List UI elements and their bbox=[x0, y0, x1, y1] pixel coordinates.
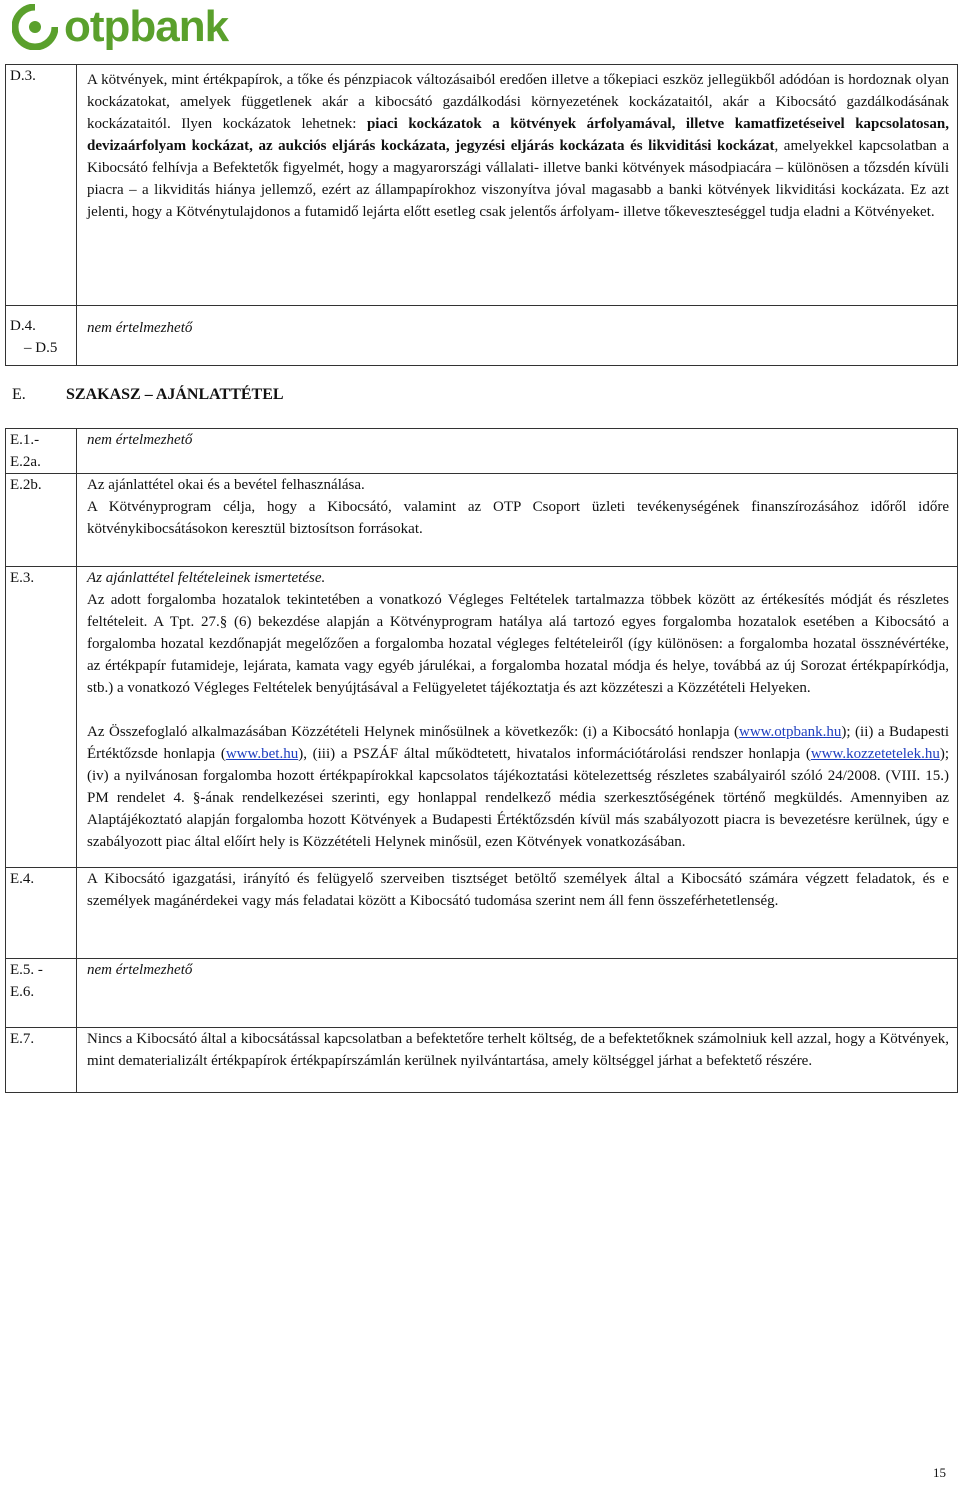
d3-paragraph: A kötvények, mint értékpapírok, a tőke és pénzpiacok változásaiból eredően illetve a tőkepiaci eszköz jellegükből adódóan is hordoznak olyan kockázatokat, amelyek függetlenek akár a kibocsátó gazdálkodási környezetének kockázataitól, akár a Kibocsátó gazdálkodásának kockázataitól. Ilyen kockázatok lehetnek: piaci kockázatok a kötvények árfolyamával, illetve kamatfizetéseivel kapcsolatosan, devizaárfolyam kockázat, az aukciós eljárás kockázata, jegyzési eljárás kockázata és likviditási kockázat, amelyekkel kapcsolatban a Kibocsátó felhívja a Befektetők figyelmét, hogy a magyarországi vállalati- illetve banki kötvények másodpiacára – különösen a tőzsdén kívüli piacra – a likviditás hiánya jellemző, ezért az állampapírokhoz viszonyítva jóval magasabb a banki kötvények likviditási kockázata. Ez azt jelenti, hogy a Kötvénytulajdonos a futamidő lejárta előtt esetleg csak jelentős árfolyam- illetve tőkeveszteséggel tudja eladni a Kötvényeket. bbox=[87, 72, 949, 220]
row-e4 bbox=[6, 868, 958, 959]
otpbank-logo-icon bbox=[12, 4, 58, 50]
row-code: E.3. bbox=[6, 567, 77, 868]
section-e-table bbox=[5, 428, 958, 1093]
row-e1-e2a bbox=[6, 429, 958, 474]
row-text: nem értelmezhető bbox=[77, 959, 958, 1028]
row-code: E.1.- E.2a. bbox=[6, 429, 77, 474]
row-e2b bbox=[6, 474, 958, 567]
logo-wordmark: otpbank bbox=[64, 2, 229, 51]
row-code: E.5. - E.6. bbox=[6, 959, 77, 1028]
row-text: A Kibocsátó igazgatási, irányító és felügyelő szerveiben tisztséget betöltő személyek által a Kibocsátó számára végzett feladatok, és e személyek magánérdekei vagy más feladatai között a Kibocsátó tudomása szerint nem áll fenn összeférhetetlenség. bbox=[77, 868, 958, 959]
row-text: Az ajánlattétel okai és a bevétel felhasználása. A Kötvényprogram célja, hogy a Kibocsátó, valamint az OTP Csoport üzleti tevékenységének finanszírozásához időről időre kötvénykibocsátásokon keresztül biztosítson forrásokat. bbox=[77, 474, 958, 567]
row-code: D.4. – D.5 bbox=[6, 306, 77, 366]
row-code: E.7. bbox=[6, 1028, 77, 1093]
row-d4-d5 bbox=[6, 306, 958, 366]
link-bet[interactable]: www.bet.hu bbox=[225, 746, 299, 762]
d3-bold-risks: piaci kockázatok a kötvények árfolyamával, illetve kamatfizetéseivel kapcsolatosan, devizaárfolyam kockázat, az aukciós eljárás kockázata, jegyzési eljárás kockázata és likviditási kockázat bbox=[87, 116, 949, 154]
row-text: nem értelmezhető bbox=[77, 306, 958, 366]
row-e7 bbox=[6, 1028, 958, 1093]
row-text: Nincs a Kibocsátó által a kibocsátással kapcsolatban a befektetőre terhelt költség, de a befektetőknek számolniuk kell azzal, hogy a Kötvények, mint dematerializált értékpapírok értékpapírszámlán kerülnek nyilvántartása, amely költséggel járhat a befektető részére. bbox=[77, 1028, 958, 1093]
row-e5-e6 bbox=[6, 959, 958, 1028]
section-e-heading: E. SZAKASZ – AJÁNLATTÉTEL bbox=[12, 386, 284, 403]
row-e3 bbox=[6, 567, 958, 868]
row-text bbox=[77, 65, 958, 306]
e3-publication-places: Az Összefoglaló alkalmazásában Közzétételi Helynek minősülnek a következők: (i) a Kibocsátó honlapja (www.otpbank.hu); (ii) a Budapesti Értéktőzsde honlapja (www.bet.hu), (iii) a PSZÁF által működtetett, hivatalos információtárolási rendszer honlapja (www.kozzetetelek.hu); (iv) a nyilvánosan forgalomba hozott értékpapírokkal kapcsolatos tájékoztatási kötelezettség részletes szabályairól szóló 24/2008. (VIII. 15.) PM rendelet 4. §-ának rendelkezései szerinti, egy honlappal rendelkező média szerkesztőségének történő megküldés. Amennyiben az Alaptájékoztató alapján forgalomba hozott Kötvények a Budapesti Értéktőzsdén kívül más szabályozott piacra is bevezetésre kerülnek, úgy e szabályozott piac által előírt hely is Közzétételi Helynek minősül, ezen Kötvények vonatkozásában. bbox=[87, 724, 949, 850]
row-code: D.3. bbox=[6, 65, 77, 306]
row-code: E.2b. bbox=[6, 474, 77, 567]
row-d3 bbox=[6, 65, 958, 306]
page-number: 15 bbox=[933, 1465, 946, 1480]
row-text: nem értelmezhető bbox=[77, 429, 958, 474]
row-code: E.4. bbox=[6, 868, 77, 959]
link-otpbank[interactable]: www.otpbank.hu bbox=[739, 724, 842, 740]
section-d-table bbox=[5, 64, 958, 366]
link-kozzetetelek[interactable]: www.kozzetetelek.hu bbox=[810, 746, 940, 762]
otpbank-logo bbox=[12, 2, 228, 52]
row-text: Az ajánlattétel feltételeinek ismertetése. Az adott forgalomba hozatalok tekintetében a vonatkozó Végleges Feltételek tartalmazza többek között az értékesítés módját és részletes feltételeit. A Tpt. 27.§ (6) bekezdése alapján a Kötvényprogram hatálya alá tartozó egyes forgalomba hozatalok esetében a Kibocsátó a forgalomba hozatal kezdőnapját megelőzően a forgalomba hozatal végleges feltételeiről (így különösen: a forgalomba hozatal össznévértéke, az értékpapír futamideje, lejárata, kamata vagy egyéb járulékai, a forgalomba hozatal módja és helye, továbbá az új Sorozat értékpapírkódja, stb.) a vonatkozó Végleges Feltételek benyújtásával a Felügyeletet tájékoztatja és azt közzéteszi a Közzétételi Helyeken. Az Összefoglaló alkalmazásában Közzétételi Helynek minősülnek a következők: (i) a Kibocsátó honlapja (www.otpbank.hu); (ii) a Budapesti Értéktőzsde honlapja (www.bet.hu), (iii) a PSZÁF által működtetett, hivatalos információtárolási rendszer honlapja (www.kozzetetelek.hu); (iv) a nyilvánosan forgalomba hozott értékpapírokkal kapcsolatos tájékoztatási kötelezettség részletes szabályairól szóló 24/2008. (VIII. 15.) PM rendelet 4. §-ának rendelkezései szerinti, egy honlappal rendelkező média szerkesztőségének történő megküldés. Amennyiben az Alaptájékoztató alapján forgalomba hozott Kötvények a Budapesti Értéktőzsdén kívül más szabályozott piacra is bevezetésre kerülnek, úgy e szabályozott piac által előírt hely is Közzétételi Helynek minősül, ezen Kötvények vonatkozásában. bbox=[77, 567, 958, 868]
